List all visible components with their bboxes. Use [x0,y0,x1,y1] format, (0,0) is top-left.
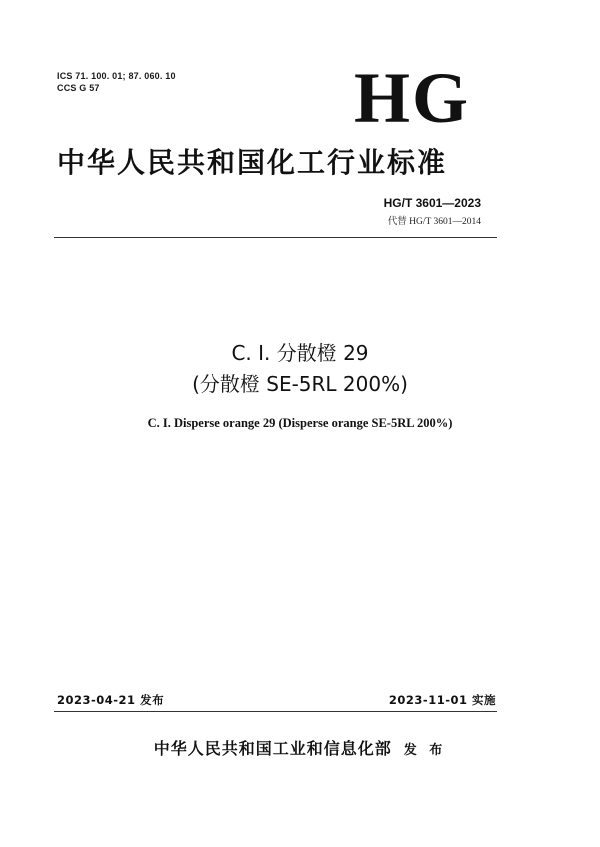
hg-logo: HG [353,58,470,138]
document-title-en: C. I. Disperse orange 29 (Disperse orange SE-5RL 200%) [147,416,453,430]
publisher-name: 中华人民共和国工业和信息化部 [153,739,392,758]
document-title-cn-line1: C. I. 分散橙 29 [231,341,369,365]
issue-date: 2023-04-21 发布 [57,693,165,707]
standard-title: 中华人民共和国化工行业标准 [57,146,448,179]
ccs-code: CCS G 57 [57,83,100,93]
implementation-date: 2023-11-01 实施 [388,693,496,707]
publisher-suffix: 发 布 [403,743,447,758]
document-title-cn-line2: (分散橙 SE-5RL 200%) [192,372,408,396]
footer-divider [54,711,497,712]
ics-code: ICS 71. 100. 01; 87. 060. 10 [57,71,176,81]
publisher [0,736,600,759]
standard-number: HG/T 3601—2023 [383,196,481,210]
replaces-standard: 代替 HG/T 3601—2014 [387,217,481,227]
header-divider [54,237,497,238]
